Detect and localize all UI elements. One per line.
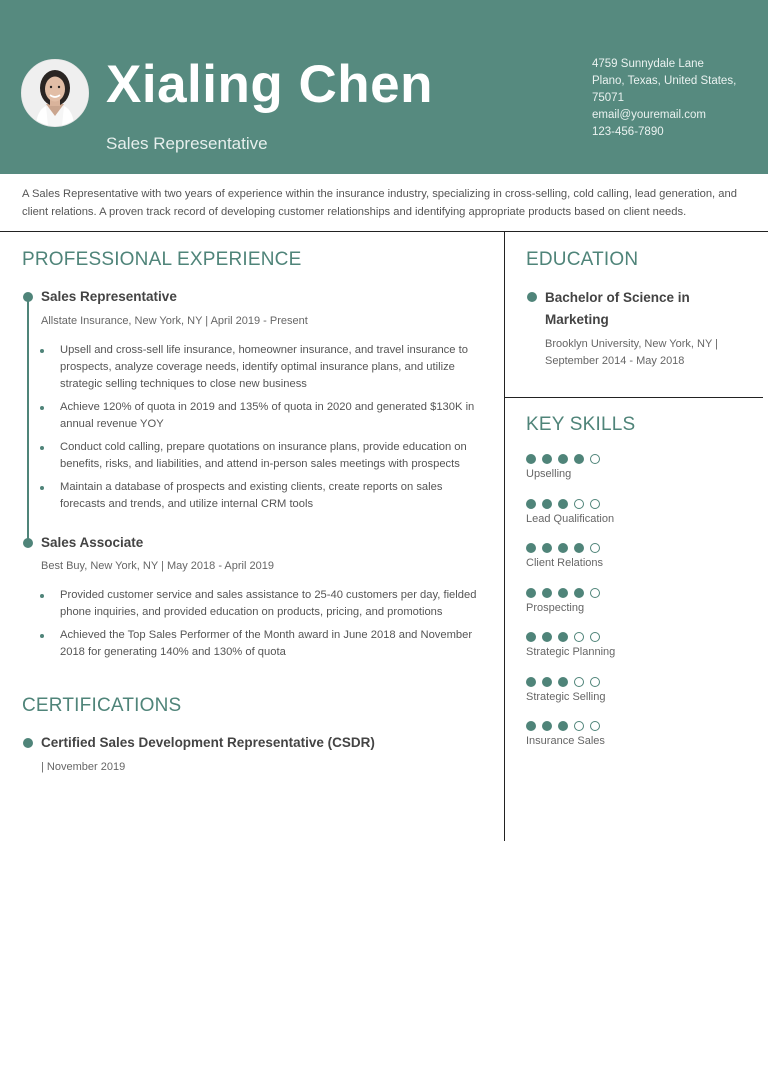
skill-item — [526, 632, 726, 658]
skill-rating — [526, 454, 726, 466]
bullet-dot-icon — [40, 594, 44, 598]
skill-name: Strategic Planning — [526, 646, 616, 658]
contact-info — [592, 56, 752, 141]
skill-rating — [526, 632, 726, 644]
list-item: Provided customer service and sales assistance to 25-40 customers per day, fielded phone inquiries, and provided education on products, pricing, and promotions — [40, 587, 490, 621]
skill-name: Client Relations — [526, 557, 604, 569]
right-column-divider — [505, 397, 763, 398]
rating-dot-filled-icon — [558, 588, 568, 598]
rating-dot-filled-icon — [542, 721, 552, 731]
education-heading: EDUCATION — [526, 249, 639, 270]
rating-dot-empty-icon — [590, 721, 600, 731]
certifications-heading: CERTIFICATIONS — [22, 695, 182, 716]
experience-heading: PROFESSIONAL EXPERIENCE — [22, 249, 302, 270]
rating-dot-filled-icon — [542, 543, 552, 553]
rating-dot-filled-icon — [542, 588, 552, 598]
skill-name: Lead Qualification — [526, 512, 615, 525]
job-title: Sales Associate — [41, 535, 144, 550]
rating-dot-filled-icon — [558, 454, 568, 464]
skill-name: Prospecting — [526, 601, 585, 614]
rating-dot-filled-icon — [558, 677, 568, 687]
skill-rating — [526, 499, 726, 511]
address-line-1: 4759 Sunnydale Lane — [592, 58, 704, 70]
person-name: Xialing Chen — [106, 55, 433, 114]
skill-item — [526, 499, 726, 525]
skill-item — [526, 677, 726, 703]
rating-dot-empty-icon — [574, 632, 584, 642]
rating-dot-empty-icon — [590, 677, 600, 687]
job-bullets — [40, 342, 490, 519]
section-divider — [0, 231, 768, 232]
job-meta: Allstate Insurance, New York, NY | April 2019 - Present — [41, 315, 308, 327]
bullet-dot-icon — [40, 634, 44, 638]
rating-dot-filled-icon — [526, 543, 536, 553]
rating-dot-filled-icon — [558, 721, 568, 731]
rating-dot-filled-icon — [526, 632, 536, 642]
rating-dot-filled-icon — [558, 499, 568, 509]
job-meta: Best Buy, New York, NY | May 2018 - April 2019 — [41, 560, 274, 572]
rating-dot-filled-icon — [574, 588, 584, 598]
rating-dot-empty-icon — [590, 543, 600, 553]
rating-dot-filled-icon — [558, 543, 568, 553]
list-item: Upsell and cross-sell life insurance, homeowner insurance, and travel insurance to prospects, analyze coverage needs, identify optimal insurance plans, and utilize strategic selling techniques to close new business — [40, 342, 490, 393]
list-item: Achieved the Top Sales Performer of the Month award in June 2018 and November 2018 for generating 140% and 130% of quota — [40, 627, 490, 661]
address-line-2: Plano, Texas, United States, — [592, 75, 737, 87]
education-marker — [527, 292, 537, 302]
certification-meta: | November 2019 — [41, 761, 126, 773]
rating-dot-filled-icon — [526, 588, 536, 598]
person-role: Sales Representative — [106, 134, 268, 153]
rating-dot-filled-icon — [526, 499, 536, 509]
rating-dot-filled-icon — [542, 454, 552, 464]
skill-item — [526, 454, 726, 480]
rating-dot-filled-icon — [526, 454, 536, 464]
skill-rating — [526, 721, 726, 733]
bullet-dot-icon — [40, 406, 44, 410]
rating-dot-empty-icon — [574, 721, 584, 731]
skill-item — [526, 543, 726, 569]
certification-title: Certified Sales Development Representative (CSDR) — [41, 735, 375, 750]
professional-summary: A Sales Representative with two years of experience within the insurance industry, specializing in cross-selling, cold calling, lead generation, and client relations. A proven track record of developing customer relationships and identifying appropriate products based on client needs. — [22, 188, 737, 218]
column-divider — [504, 232, 505, 841]
rating-dot-filled-icon — [542, 499, 552, 509]
rating-dot-empty-icon — [574, 677, 584, 687]
rating-dot-empty-icon — [590, 632, 600, 642]
skill-rating — [526, 677, 726, 689]
portrait-image — [22, 60, 88, 126]
skill-item — [526, 721, 726, 747]
certification-marker — [23, 738, 33, 748]
education-meta: Brooklyn University, New York, NY | September 2014 - May 2018 — [545, 338, 719, 367]
rating-dot-empty-icon — [574, 499, 584, 509]
phone-number: 123-456-7890 — [592, 126, 664, 138]
experience-timeline — [27, 301, 29, 541]
skill-item — [526, 588, 726, 614]
bullet-dot-icon — [40, 486, 44, 490]
list-item: Conduct cold calling, prepare quotations on insurance plans, provide education on benefits, risks, and liabilities, and attend in-person sales meetings with prospects — [40, 439, 490, 473]
skill-name: Insurance Sales — [526, 735, 605, 747]
list-item: Maintain a database of prospects and existing clients, create reports on sales forecasts and trends, and utilize internal CRM tools — [40, 479, 490, 513]
email-address: email@youremail.com — [592, 109, 706, 121]
rating-dot-filled-icon — [574, 543, 584, 553]
job-title: Sales Representative — [41, 289, 177, 304]
degree-title: Bachelor of Science in Marketing — [545, 290, 690, 327]
job-marker — [23, 292, 33, 302]
resume-header — [0, 0, 768, 174]
rating-dot-filled-icon — [558, 632, 568, 642]
job-marker — [23, 538, 33, 548]
rating-dot-filled-icon — [542, 632, 552, 642]
list-item: Achieve 120% of quota in 2019 and 135% of quota in 2020 and generated $130K in annual revenue YOY — [40, 399, 490, 433]
rating-dot-filled-icon — [526, 721, 536, 731]
profile-photo — [21, 59, 89, 127]
skill-name: Strategic Selling — [526, 690, 606, 703]
rating-dot-filled-icon — [574, 454, 584, 464]
bullet-dot-icon — [40, 349, 44, 353]
rating-dot-empty-icon — [590, 499, 600, 509]
bullet-dot-icon — [40, 446, 44, 450]
rating-dot-empty-icon — [590, 454, 600, 464]
skill-name: Upselling — [526, 468, 572, 480]
address-line-3: 75071 — [592, 92, 624, 104]
skill-rating — [526, 588, 726, 600]
rating-dot-filled-icon — [526, 677, 536, 687]
skills-heading: KEY SKILLS — [526, 414, 636, 435]
rating-dot-filled-icon — [542, 677, 552, 687]
job-bullets — [40, 587, 490, 667]
skill-rating — [526, 543, 726, 555]
rating-dot-empty-icon — [590, 588, 600, 598]
